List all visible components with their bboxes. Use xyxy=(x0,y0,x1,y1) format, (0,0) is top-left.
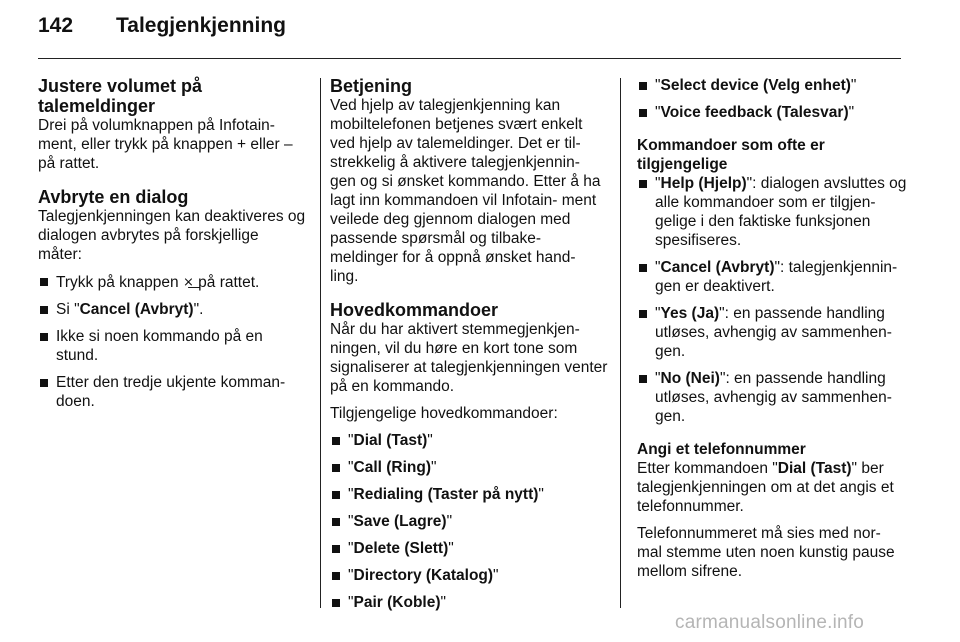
bullet-icon xyxy=(639,310,647,318)
bullet-icon xyxy=(40,278,48,286)
available-commands-intro: Tilgjengelige hovedkommandoer: xyxy=(330,405,558,422)
bullet-icon xyxy=(332,464,340,472)
watermark: carmanualsonline.info xyxy=(675,612,865,633)
section-heading-main-commands: Hovedkommandoer xyxy=(330,300,499,320)
main-commands-list-continued xyxy=(637,76,907,122)
list-item: "Help (Hjelp)": dialogen avsluttes og alle kommandoer som er tilgjen- gelige i den faktiske funksjonen spesifiseres. xyxy=(637,174,907,250)
list-item: "Call (Ring)" xyxy=(330,458,608,477)
page-number: 142 xyxy=(38,14,74,37)
section-heading-volume: Justere volumet på talemeldinger xyxy=(38,76,203,116)
bullet-icon xyxy=(40,333,48,341)
section-heading-operation: Betjening xyxy=(330,76,413,96)
page-header xyxy=(38,14,286,50)
list-item: "Pair (Koble)" xyxy=(330,593,608,612)
list-item: Ikke si noen kommando på en stund. xyxy=(38,327,306,365)
list-item: "Delete (Slett)" xyxy=(330,539,608,558)
list-item: "No (Nei)": en passende handling utløses, avhengig av sammenhen- gen. xyxy=(637,369,907,426)
section-heading-common-commands: Kommandoer som ofte er tilgjengelige xyxy=(637,137,825,173)
list-item: Etter den tredje ukjente komman- doen. xyxy=(38,373,306,411)
section-text-main-commands: Når du har aktivert stemmegjenkjen- ningen, vil du høre en kort tone som signaliserer at talegjenkjenningen venter på en kommando. xyxy=(330,321,608,395)
column-divider-1 xyxy=(320,78,321,608)
list-item: "Directory (Katalog)" xyxy=(330,566,608,585)
bullet-icon xyxy=(639,109,647,117)
list-item: "Redialing (Taster på nytt)" xyxy=(330,485,608,504)
section-text-number-pronunciation: Telefonnummeret må sies med nor- mal stemme uten noen kunstig pause mellom sifrene. xyxy=(637,525,895,580)
section-text-enter-number: Etter kommandoen "Dial (Tast)" ber talegjenkjenningen om at det angis et telefonnummer. xyxy=(637,460,894,515)
bullet-icon xyxy=(639,82,647,90)
bullet-icon xyxy=(639,180,647,188)
main-commands-list xyxy=(330,431,608,612)
bullet-icon xyxy=(40,306,48,314)
list-item: "Select device (Velg enhet)" xyxy=(637,76,907,95)
bullet-icon xyxy=(332,599,340,607)
column-3 xyxy=(637,76,907,581)
list-item: "Yes (Ja)": en passende handling utløses, avhengig av sammenhen- gen. xyxy=(637,304,907,361)
section-text-cancel-dialog: Talegjenkjenningen kan deaktiveres og dialogen avbrytes på forskjellige måter: xyxy=(38,208,306,263)
bullet-icon xyxy=(40,379,48,387)
list-item: "Save (Lagre)" xyxy=(330,512,608,531)
bullet-icon xyxy=(639,264,647,272)
command-text: Cancel (Avbryt) xyxy=(79,301,194,318)
list-item: "Dial (Tast)" xyxy=(330,431,608,450)
header-rule xyxy=(38,58,901,59)
voice-off-icon: ⨯͟ xyxy=(182,274,194,289)
section-text-operation: Ved hjelp av talegjenkjenning kan mobiltelefonen betjenes svært enkelt ved hjelp av talemeldinger. Det er til- strekkelig å aktivere talegjenkjennin- gen og si ønsket kommando. Etter å ha lagt inn kommandoen vil Infotain- ment veilede deg gjennom dialogen med passende spørsmål og tilbake- meldinger for å oppnå ønsket hand- ling. xyxy=(330,97,601,285)
list-item: "Cancel (Avbryt)": talegjenkjennin- gen er deaktivert. xyxy=(637,258,907,296)
bullet-icon xyxy=(332,545,340,553)
list-item: Trykk på knappen ⨯͟ på rattet. xyxy=(38,272,306,292)
list-item: Si "Cancel (Avbryt)". xyxy=(38,300,306,319)
section-text-volume: Drei på volumknappen på Infotain- ment, eller trykk på knappen + eller – på rattet. xyxy=(38,117,293,172)
bullet-icon xyxy=(332,518,340,526)
bullet-icon xyxy=(332,572,340,580)
column-2 xyxy=(330,76,608,612)
cancel-methods-list xyxy=(38,272,306,411)
section-heading-enter-number: Angi et telefonnummer xyxy=(637,441,806,458)
bullet-icon xyxy=(332,491,340,499)
bullet-icon xyxy=(639,375,647,383)
page-title: Talegjenkjenning xyxy=(116,14,286,37)
common-commands-list xyxy=(637,174,907,426)
bullet-icon xyxy=(332,437,340,445)
list-item: "Voice feedback (Talesvar)" xyxy=(637,103,907,122)
column-divider-2 xyxy=(620,78,621,608)
section-heading-cancel-dialog: Avbryte en dialog xyxy=(38,187,189,207)
column-1 xyxy=(38,76,306,411)
